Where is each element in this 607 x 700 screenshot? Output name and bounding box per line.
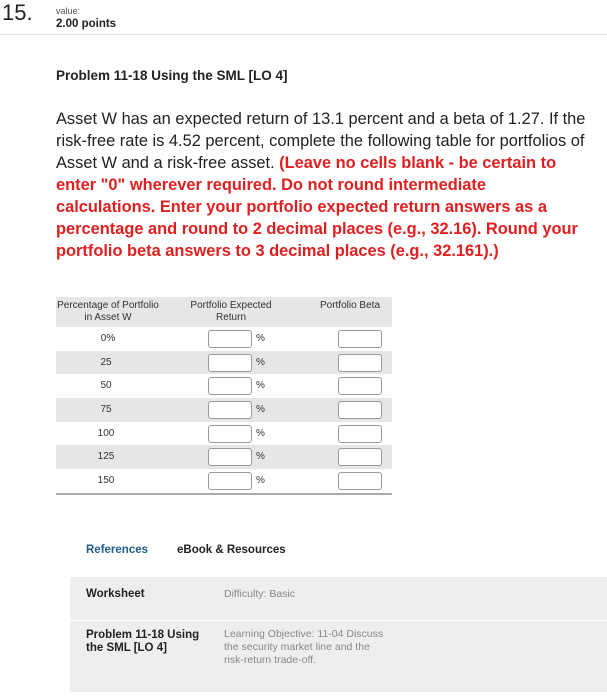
beta-input[interactable] <box>338 354 382 372</box>
row-percentage: 25 <box>100 356 112 368</box>
difficulty-text: Difficulty: Basic <box>224 588 295 600</box>
row-percentage: 125 <box>97 451 115 463</box>
table-row <box>56 327 392 351</box>
question-number: 15. <box>2 0 33 25</box>
table-row <box>56 469 392 493</box>
row-percentage: 75 <box>100 404 112 416</box>
header-percentage: Percentage of Portfolio in Asset W <box>57 300 159 323</box>
beta-input[interactable] <box>338 401 382 419</box>
divider <box>0 34 607 35</box>
expected-return-input[interactable] <box>208 377 252 395</box>
table-row <box>56 351 392 375</box>
table-row <box>56 398 392 422</box>
problem-text-plain: Asset W has an expected return of 13.1 percent and a beta of 1.27. If the risk-free rate is 4.52 percent, complete the following table for portfolios of Asset W and a risk-free asset. <box>56 110 586 172</box>
beta-input[interactable] <box>338 330 382 348</box>
table-header <box>56 297 392 327</box>
points-value: 2.00 points <box>56 18 117 30</box>
beta-input[interactable] <box>338 448 382 466</box>
worksheet-panel <box>70 577 607 620</box>
tab-references[interactable]: References <box>86 544 149 556</box>
beta-input[interactable] <box>338 472 382 490</box>
expected-return-input[interactable] <box>208 330 252 348</box>
percent-symbol: % <box>256 427 265 439</box>
row-percentage: 100 <box>97 427 115 439</box>
expected-return-input[interactable] <box>208 425 252 443</box>
expected-return-input[interactable] <box>208 354 252 372</box>
problem-title: Problem 11-18 Using the SML [LO 4] <box>56 68 288 83</box>
beta-input[interactable] <box>338 425 382 443</box>
problem-instructions: (Leave no cells blank - be certain to enter "0" wherever required. Do not round intermediate calculations. Enter your portfolio expected return answers as a percentage and round to 2 decimal places (e.g., 32.16). Round your portfolio beta answers to 3 decimal places (e.g., 32.161).) <box>56 154 578 260</box>
expected-return-input[interactable] <box>208 448 252 466</box>
row-percentage: 50 <box>100 380 112 392</box>
percent-symbol: % <box>256 451 265 463</box>
percent-symbol: % <box>256 380 265 392</box>
percent-symbol: % <box>256 356 265 368</box>
expected-return-input[interactable] <box>208 472 252 490</box>
table-row <box>56 422 392 446</box>
worksheet-label: Worksheet <box>86 588 145 600</box>
header-beta: Portfolio Beta <box>319 300 381 311</box>
beta-input[interactable] <box>338 377 382 395</box>
percent-symbol: % <box>256 333 265 344</box>
tab-ebook-resources[interactable]: eBook & Resources <box>177 544 286 556</box>
problem-reference-link[interactable]: Problem 11-18 Using the SML [LO 4] <box>86 629 200 654</box>
percent-symbol: % <box>256 475 265 487</box>
value-label: value: <box>56 6 81 16</box>
table-row <box>56 374 392 398</box>
row-percentage: 150 <box>97 475 115 487</box>
problem-reference-panel <box>70 620 607 692</box>
percent-symbol: % <box>256 404 265 416</box>
answer-table <box>56 297 392 495</box>
row-percentage: 0% <box>100 333 116 344</box>
table-row <box>56 445 392 469</box>
expected-return-input[interactable] <box>208 401 252 419</box>
problem-text <box>56 108 586 262</box>
header-expected-return: Portfolio Expected Return <box>190 300 272 323</box>
table-bottom-rule <box>56 493 392 495</box>
learning-objective-text: Learning Objective: 11-04 Discuss the security market line and the risk-return trade-off. <box>224 628 384 666</box>
